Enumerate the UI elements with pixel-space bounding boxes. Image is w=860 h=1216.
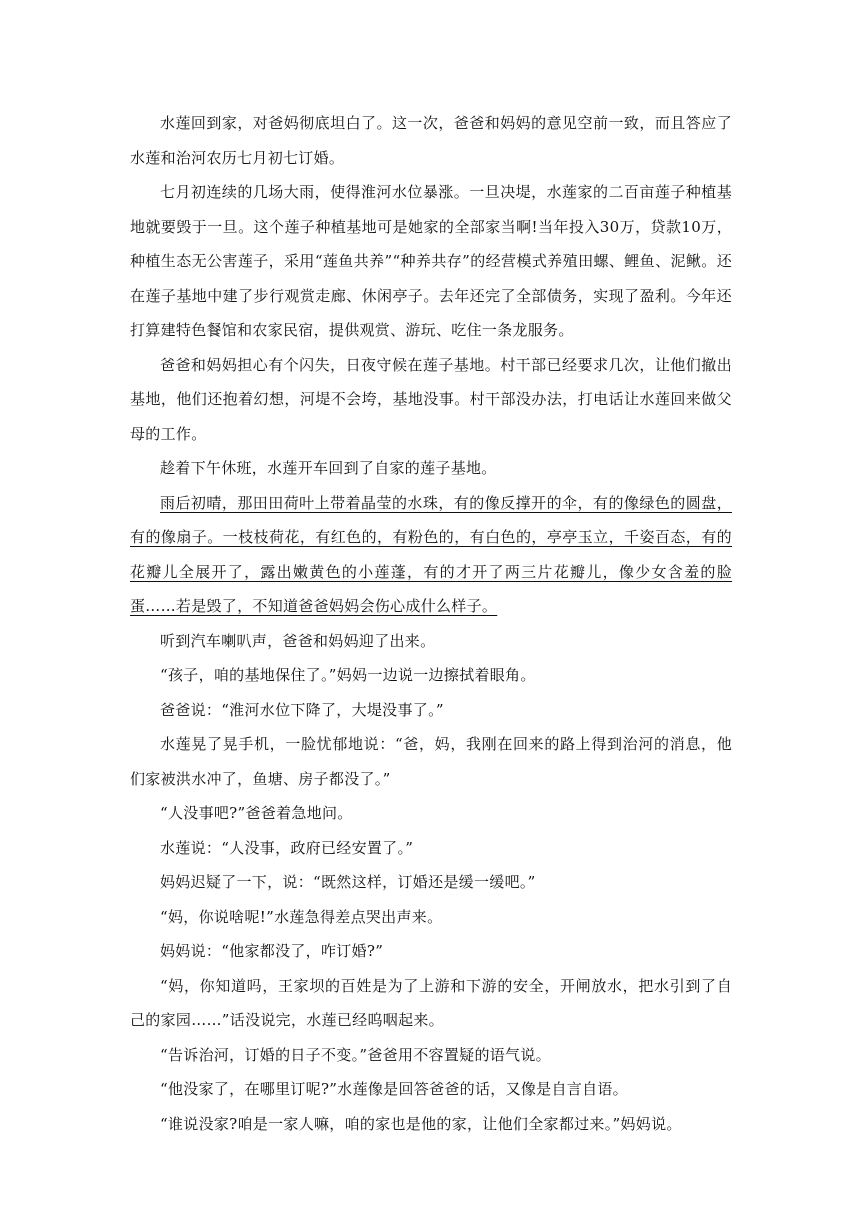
document-body [130,106,732,1141]
underlined-text: 雨后初晴，那田田荷叶上带着晶莹的水珠，有的像反撑开的伞，有的像绿色的圆盘，有的像扇子。一枝枝荷花，有红色的，有粉色的，有白色的，亭亭玉立，千姿百态，有的花瓣儿全展开了，露出嫩黄色的小莲蓬，有的才开了两三片花瓣儿，像少女含羞的脸蛋……若是毁了，不知道爸爸妈妈会伤心成什么样子。 [130,493,732,615]
paragraph: “他没家了，在哪里订呢?”水莲像是回答爸爸的话，又像是自言自语。 [160,1080,628,1098]
paragraph: 水莲回到家，对爸妈彻底坦白了。这一次，爸爸和妈妈的意见空前一致，而且答应了水莲和治河农历七月初七订婚。 [130,114,732,167]
paragraph: 妈妈说：“他家都没了，咋订婚?” [160,942,384,960]
paragraph: 爸爸和妈妈担心有个闪失，日夜守候在莲子基地。村干部已经要求几次，让他们撤出基地，他们还抱着幻想，河堤不会垮，基地没事。村干部没办法，打电话让水莲回来做父母的工作。 [130,355,732,443]
paragraph: 趁着下午休班，水莲开车回到了自家的莲子基地。 [160,459,497,477]
paragraph: “告诉治河，订婚的日子不变。”爸爸用不容置疑的语气说。 [160,1045,551,1064]
paragraph: “妈，你说啥呢!”水莲急得差点哭出声来。 [160,907,443,926]
paragraph: 妈妈迟疑了一下，说：“既然这样，订婚还是缓一缓吧。” [160,873,536,891]
paragraph: “人没事吧?”爸爸着急地问。 [160,804,353,822]
underlined-paragraph [130,486,732,624]
paragraph: 爸爸说：“淮河水位下降了，大堤没事了。” [160,700,444,719]
paragraph: 水莲说：“人没事，政府已经安置了。” [160,838,414,857]
paragraph: “妈，你知道吗，王家坝的百姓是为了上游和下游的安全，开闸放水，把水引到了自己的家园……”话没说完，水莲已经呜咽起来。 [130,976,732,1029]
paragraph: 七月初连续的几场大雨，使得淮河水位暴涨。一旦决堤，水莲家的二百亩莲子种植基地就要毁于一旦。这个莲子种植基地可是她家的全部家当啊!当年投入30万，贷款10万，种植生态无公害莲子，采用“莲鱼共养”“种养共存”的经营模式养殖田螺、鲤鱼、泥鳅。还在莲子基地中建了步行观赏走廊、休闲亭子。去年还完了全部债务，实现了盈利。今年还打算建特色餐馆和农家民宿，提供观赏、游玩、吃住一条龙服务。 [130,183,732,339]
paragraph: “孩子，咱的基地保住了。”妈妈一边说一边擦拭着眼角。 [160,666,536,684]
paragraph: 水莲晃了晃手机，一脸忧郁地说：“爸，妈，我刚在回来的路上得到治河的消息，他们家被洪水冲了，鱼塘、房子都没了。” [130,735,732,788]
paragraph: 听到汽车喇叭声，爸爸和妈妈迎了出来。 [160,631,436,650]
paragraph: “谁说没家?咱是一家人嘛，咱的家也是他的家，让他们全家都过来。”妈妈说。 [160,1114,682,1133]
